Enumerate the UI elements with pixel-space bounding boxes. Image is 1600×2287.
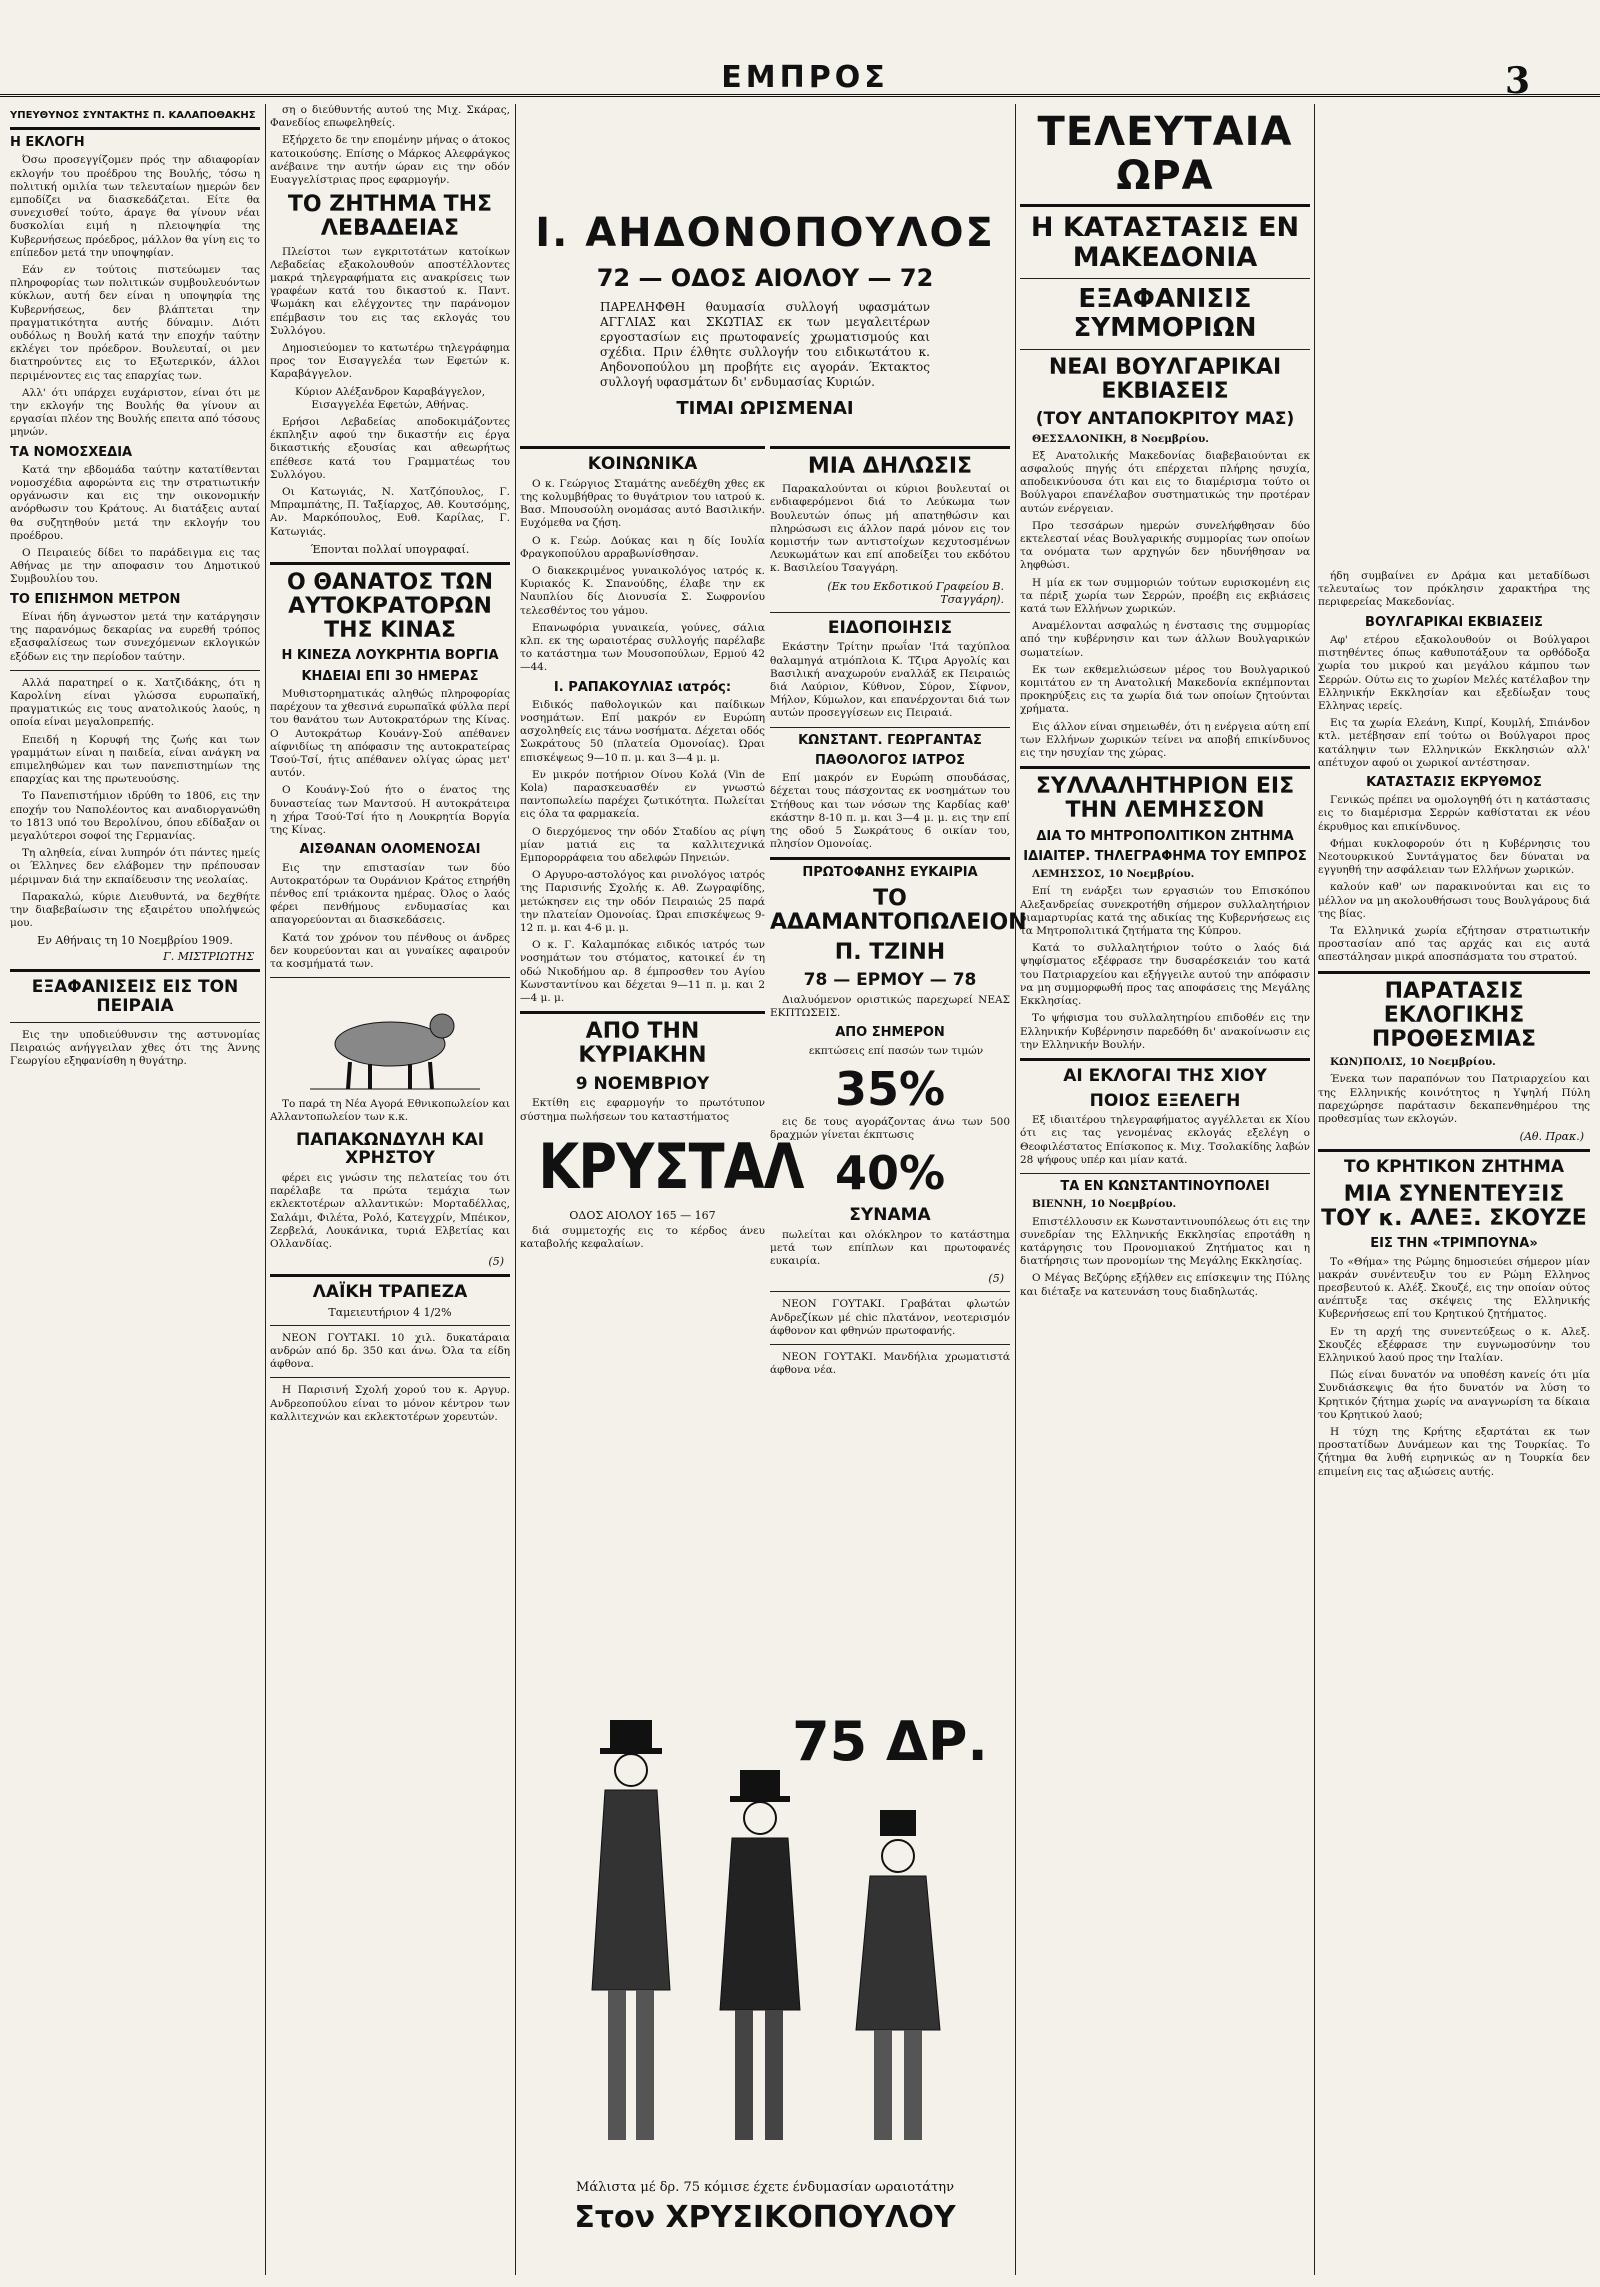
article-paragraph: Παρακαλούνται οι κύριοι βουλευταί οι ενδιαφερόμενοι διά το Λεύκωμα των Βουλευτών όπως μή απατηθώσιν και πληρώσωσι εις άλλον παρά μόνον εις τον κομιστήν των αντιστοίχων κεχυτοσμένων Λευκωμάτων και επί αποδείξει του εκδότου κ. Βασιλείου Τσαγγάρη. <box>770 483 1010 575</box>
article-paragraph: Ο διακεκριμένος γυναικολόγος ιατρός κ. Κυριακός Κ. Σπανούδης, έλαβε την εκ Ναυπλίου δίς Διονυσία Σ. Σωφρονίου τελεσθέντος του γάμου. <box>520 564 765 617</box>
article-heading: Η ΕΚΛΟΓΗ <box>10 135 85 150</box>
ad-heading: ΑΠΟ ΣΗΜΕΡΟΝ <box>835 1025 945 1041</box>
article-paragraph: Ο κ. Γ. Καλαμπόκας ειδικός ιατρός των νοσημάτων του στόματος, κατοικεί έν τη οδώ Νικοδήμου αρ. 8 έμπροσθεν του Αγίου Κωνσταντίνου και δέχεται 9—11 π. μ. και 2—4 μ. μ. <box>520 939 765 1005</box>
article-subheading: (ΤΟΥ ΑΝΤΑΠΟΚΡΙΤΟΥ ΜΑΣ) <box>1035 408 1295 429</box>
note: Έπονται πολλαί υπογραφαί. <box>310 542 470 556</box>
article-paragraph: Οι Κατωγιάς, Ν. Χατζόπουλος, Γ. Μπραμπάτης, Π. Ταξίαρχος, Αθ. Κουτσόμης, Αν. Μαρκόπουλος, Ευθ. Καρίλας, Γ. Κατωγιάς. <box>270 486 510 538</box>
column-4 <box>770 440 1027 1382</box>
dateline: ΒΙΕΝΝΗ, 10 Νοεμβρίου. <box>1032 1198 1177 1211</box>
article-paragraph: Αλλά παρατηρεί ο κ. Χατζιδάκης, ότι η Καρολίνη είναι γλώσσα ευρωπαϊκή, πραγματικώς εις τους ανατολικούς λαούς, η οποία είναι μεγαλοπρεπής. <box>10 676 260 729</box>
article-paragraph: Επανωφόρια γυναικεία, γούνες, σάλια κλπ. εκ της ωραιοτέρας συλλογής παρέλαβε το κατάστημα των Μουσοπούλων, Ερμού 42—44. <box>520 621 765 674</box>
ad-paragraph: πωλείται και ολόκληρον το κατάστημα μετά των επίπλων και πρωτοφανές ευκαιρία. <box>770 1228 1010 1268</box>
rule <box>770 446 1010 449</box>
article-paragraph: Προ τεσσάρων ημερών συνελήφθησαν δύο εκτελεσταί νέας Βουλγαρικής συμμορίας των οποίων τα ονόματα των αρχηγών δεν ηδυνήθησαν να ληφθώσι. <box>1020 519 1310 572</box>
article-paragraph: Γενικώς πρέπει να ομολογηθή ότι η κατάστασις εις το διαμέρισμα Σερρών καθίσταται εκ νέου έκρυθμος και επικίνδυνος. <box>1318 794 1590 833</box>
ad-address: 72 — ΟΔΟΣ ΑΙΟΛΟΥ — 72 <box>596 264 934 292</box>
column-5 <box>1020 104 1310 2275</box>
article-paragraph: Κατά το συλλαλητήριον τούτο ο λαός διά ψηφίσματος εξέφρασε την δυσαρέσκειάν του κατά του Πατριαρχείου και εξήγγειλε αυτού την απόφασιν να μη συμμορφωθή προς τας αποφάσεις της Μεγάλης Εκκλησίας. <box>1020 942 1310 1008</box>
article-paragraph: Εξ ιδιαιτέρου τηλεγραφήματος αγγέλλεται εκ Χίου ότι εις τας γενομένας εκλογάς εξελέγη ο Θεοφιλέστατος Επίσκοπος κ. Μιχ. Τσολακίδης λαβών 28 ψήφους υπέρ και μίαν κατά. <box>1020 1114 1310 1166</box>
rule <box>520 1011 765 1014</box>
article-paragraph: Ο κ. Γεώργιος Σταμάτης ανεδέχθη χθες εκ της κολυμβήθρας το θυγάτριον του ιατρού κ. Βασ. Μπουσούλη ονομάσας αυτό Βασιλικήν. Ευχόμεθα να ζήση. <box>520 477 765 530</box>
article-paragraph: Εξ Ανατολικής Μακεδονίας διαβεβαιούνται εκ ασφαλούς πηγής ότι επέρχεται πλήρης ησυχία, αποδεικνύουσα ότι και εις το διαμέρισμα τούτο οι Βούλγαροι επανέλαβον συστηματικώς την προτέραν αυτών ενέργειαν. <box>1020 449 1310 515</box>
article-paragraph: Τα Ελληνικά χωρία εζήτησαν στρατιωτικήν προστασίαν από τας αρχάς και εις αυτά απεστάλησαν μικρά αποσπάσματα του στρατού. <box>1318 925 1590 964</box>
article-paragraph: Όσω προσεγγίζομεν πρός την αδιαφορίαν εκλογήν του προέδρου της Βουλής, τόσω η πολιτική ομιλία των τελευταίων ημερών δεν εμποδίζει να διασκεδάζεται. Είτε θα συνεχισθεί τούτο, άραγε θα γίνουν νέαι δυσκολίαι ειμή η πλειοψηφία της Κυβερνήσεως πρόεδρος, μάλλον θα γίνη εις το επίπεδον μετά την υποψηφίαν. <box>10 154 260 259</box>
ad-heading: ΛΑΪΚΗ ΤΡΑΠΕΖΑ <box>312 1282 468 1303</box>
ad-title: Ι. ΑΗΔΟΝΟΠΟΥΛΟΣ <box>535 210 995 256</box>
ad-subheading: Ταμειευτήριον 4 1/2% <box>328 1305 452 1319</box>
rule <box>770 1291 1010 1292</box>
rule <box>10 969 260 972</box>
ad-paragraph: Η Παρισινή Σχολή χορού του κ. Αργυρ. Ανδρεοπούλου είναι το μόνον κέντρον των καλλιτεχνών και εκλεκτοτέρων χορευτών. <box>270 1384 510 1423</box>
article-heading: ΕΞΑΦΑΝΙΣΕΙΣ ΕΙΣ ΤΟΝ ΠΕΙΡΑΙΑ <box>31 977 239 1017</box>
article-paragraph: Εξήρχετο δε την επομένην μήνας ο άτοκος κατοικούσης. Επίσης ο Μάρκος Αλεφράγκος ανέβαινε την αυτήν ώραν εις την οδόν Ευαγγελίστριας προς εφαρμογήν. <box>270 134 510 187</box>
article-heading: ΤΟ ΕΠΙΣΗΜΟΝ ΜΕΤΡΟΝ <box>10 591 181 607</box>
article-paragraph <box>1020 1198 1310 1211</box>
dateline: ΚΩΝ)ΠΟΛΙΣ, 10 Νοεμβρίου. <box>1330 1056 1496 1069</box>
note: (Εκ του Εκδοτικού Γραφείου Β. Τσαγγάρη). <box>827 579 1004 606</box>
article-paragraph: Κύριον Αλέξανδρον Καραβάγγελον, Εισαγγελέα Εφετών, Αθήνας. <box>294 385 486 411</box>
rule <box>10 127 260 130</box>
article-paragraph: Επειδή η Κορυφή της ζωής και των γραμμάτων είναι η παιδεία, είναι ανάγκη να επιμεληθώμεν και των πανεπιστημίων της επαρχίας και της πρωτευούσης. <box>10 733 260 786</box>
rule <box>1020 278 1310 279</box>
article-heading: ΤΟ ΖΗΤΗΜΑ ΤΗΣ ΛΕΒΑΔΕΙΑΣ <box>287 192 493 242</box>
rule <box>10 1022 260 1023</box>
article-subheading: ΠΟΙΟΣ ΕΞΕΛΕΓΗ <box>1089 1090 1241 1111</box>
article-paragraph: Αναμέλονται ασφαλώς η ένστασις της συμμορίας από την κυβέρνησιν και των άλλων Βουλγαρικών σωματείων. <box>1020 620 1310 659</box>
article-paragraph: Παρακαλώ, κύριε Διευθυντά, να δεχθήτε την διαβεβαίωσιν της εξαιρέτου υπολήψεώς μου. <box>10 890 260 930</box>
article-paragraph: Εις άλλον είναι σημειωθέν, ότι η ενέργεια αύτη επί των Ελλήνων χωρικών τείνει να αποβή επικίνδυνος εις την ησυχίαν της χώρας. <box>1020 720 1310 760</box>
article-heading: ΜΙΑ ΔΗΛΩΣΙΣ <box>807 454 973 479</box>
article-paragraph <box>1318 1056 1590 1069</box>
ad-heading: 78 — ΕΡΜΟΥ — 78 <box>803 970 977 991</box>
rule <box>770 857 1010 860</box>
column-rule <box>515 104 516 2275</box>
article-heading: ΕΙΔΟΠΟΙΗΣΙΣ <box>827 617 953 638</box>
article-paragraph: Το ψήφισμα του συλλαλητηρίου επιδοθέν εις την Ελληνικήν Κυβέρνησιν παρεδόθη δι' ανακοίνωσιν εις την Ελληνικήν Βουλήν. <box>1020 1012 1310 1051</box>
article-paragraph: Εν τη αρχή της συνεντεύξεως ο κ. Αλεξ. Σκουζές εξέφρασε την ευγνωμοσύνην του Ελληνικού λαού προς την Ιταλίαν. <box>1318 1325 1590 1365</box>
rule <box>1318 971 1590 974</box>
ad-price: ΤΙΜΑΙ ΩΡΙΣΜΕΝΑΙ <box>676 398 854 419</box>
rule <box>770 612 1010 613</box>
rule <box>520 446 765 449</box>
rule <box>270 1377 510 1378</box>
article-paragraph: Εν μικρόν ποτήριον Οίνου Κολά (Vin de Kola) παρασκευασθέν εν γνωστώ παντοπωλείω παρέχει ζωτικότητα. Πωλείται εις όλα τα φαρμακεία. <box>520 768 765 821</box>
ad-paragraph: ΝΕΟΝ ΓΟΥΤΑΚΙ. Γραβάται φλωτών Ανδρεζίκων μέ chic πλατάνον, νεοτερισμόν άφθονον και φθηνών πρωτοφανής. <box>770 1298 1010 1337</box>
ad-heading: ΣΥΝΑΜΑ <box>849 1205 931 1226</box>
signoff-name: Γ. ΜΙΣΤΡΙΩΤΗΣ <box>163 950 254 964</box>
article-heading: ΠΑΡΑΤΑΣΙΣ ΕΚΛΟΓΙΚΗΣ ΠΡΟΘΕΣΜΙΑΣ <box>1371 978 1537 1053</box>
ad-paragraph: ΝΕΟΝ ΓΟΥΤΑΚΙ. Μανδήλια χρωματιστά άφθονα νέα. <box>770 1351 1010 1377</box>
section-heading: ΚΟΙΝΩΝΙΚΑ <box>587 454 698 474</box>
column-1 <box>10 104 260 2275</box>
discount-value: 35% <box>834 1061 946 1116</box>
article-paragraph: Φήμαι κυκλοφορούν ότι η Κυβέρνησις του Νεοτουρκικού Συντάγματος δεν δύναται να εγγυηθή την ασφάλειαν των Ελλήνων χωρικών. <box>1318 837 1590 877</box>
article-subheading: ΒΟΥΛΓΑΡΙΚΑΙ ΕΚΒΙΑΣΕΙΣ <box>1365 614 1543 630</box>
rule <box>270 1274 510 1277</box>
ad-heading: 9 ΝΟΕΜΒΡΙΟΥ <box>575 1073 710 1094</box>
article-paragraph: Το «Θήμα» της Ρώμης δημοσιεύει σήμερον μίαν μακράν συνέντευξιν του εν Ρώμη Ελληνος πρεσβευτού κ. Αλέξ. Σκουζέ, εις την οποίαν ούτος ανέπτυξε τας σκέψεις της Ελληνικής Κυβερνήσεως επί του Κρητικού ζητήματος. <box>1318 1255 1590 1321</box>
newspaper-title: ΕΜΠΡΟΣ <box>721 60 889 95</box>
article-paragraph: Το Πανεπιστήμιον ιδρύθη το 1806, εις την εποχήν του Ναπολέοντος και αναδιοργανώθη το 1813 υπό του Βερολίνου, όπου εδίδαξαν οι μεγαλύτεροι σοφοί της Γερμανίας. <box>10 790 260 843</box>
article-paragraph: Κατά τον χρόνον του πένθους οι άνδρες δεν κουρεύονται και αι γυναίκες αφαιρούν τα κοσμήματά των. <box>270 931 510 970</box>
byline: ΥΠΕΥΘΥΝΟΣ ΣΥΝΤΑΚΤΗΣ Π. ΚΑΛΑΠΟΘΑΚΗΣ <box>10 110 256 121</box>
goat-illustration <box>270 984 510 1094</box>
article-paragraph: Ερήσοι Λεβαδείας αποδοκιμάζοντες έκπληξιν αφού την δικαστήν εις έργα δικαστικής εξουσίας και αθεωρήτως επέθεσε κατά του Γραμματέως του Συλλόγου. <box>270 416 510 481</box>
article-paragraph: Αφ' ετέρου εξακολουθούν οι Βούλγαροι πιστηθέντες όπως καθυποτάξουν τα ορθόδοξα χωρία του μικρού και μεγάλου κάμπου των Σερρών. Ούτω εις το χωρίον Μελές κατέλαβον την Ελληνικήν Εκκλησίαν και εξεδίωξαν τους Ελληνας ιερείς. <box>1318 633 1590 712</box>
rule <box>270 1325 510 1326</box>
section-heading: ΤΕΛΕΥΤΑΙΑ ΩΡΑ <box>1037 109 1293 199</box>
ad-heading: ΑΠΟ ΤΗΝ ΚΥΡΙΑΚΗΝ <box>578 1019 707 1069</box>
article-paragraph: Εις τα χωρία Ελεάνη, Κιπρί, Κουμλή, Σπιάνδον κτλ. μετέβησαν επί τούτω οι Βούλγαροι προς κατάληψιν των Ελληνικών Εκκλησιών αλλ' απέτυχον αφού οι χωρικοί αντέστησαν. <box>1318 717 1590 769</box>
column-rule <box>1314 104 1315 2275</box>
article-heading: ΑΙ ΕΚΛΟΓΑΙ ΤΗΣ ΧΙΟΥ <box>1063 1065 1267 1086</box>
article-heading: ΝΕΑΙ ΒΟΥΛΓΑΡΙΚΑΙ ΕΚΒΙΑΣΕΙΣ <box>1048 354 1282 404</box>
ad-paragraph: Εκτίθη εις εφαρμογήν το πρωτότυπον σύστημα πωλήσεων του καταστήματος <box>520 1097 765 1123</box>
source-note: (Αθ. Πρακ.) <box>1519 1130 1584 1144</box>
ad-heading: Π. ΤΖΙΝΗ <box>834 940 946 965</box>
ad-heading: ΠΡΩΤΟΦΑΝΗΣ ΕΥΚΑΙΡΙΑ <box>802 865 978 881</box>
ad-paragraph: διά συμμετοχής εις το κέρδος άνευ καταβολής κεφαλαίων. <box>520 1224 765 1250</box>
column-6 <box>1318 570 1590 2275</box>
article-paragraph: Εκάστην Τρίτην πρωΐαν 'Ιτά ταχύπλοα θαλαμηγά ατμόπλοια Κ. Τζιρα Αργολίς και Βασιλική αναχωρούν εναλλάξ εκ Πειραιώς διά Λαύριον, Κύθνον, Σύρον, Σίφνον, Μήλον, Κύμωλον, και επανέρχονται διά των αυτών προσεγγίσεων εις Πειραιά. <box>770 641 1010 720</box>
ad-paragraph: εις δε τους αγοράζοντας άνω των 500 δραχμών γίνεται έκπτωσις <box>770 1115 1010 1141</box>
ad-number: (5) <box>988 1272 1004 1286</box>
article-paragraph: Εις την υποδιεύθυνσιν της αστυνομίας Πειραιώς ανήγγειλαν χθες ότι της Άννης Γεωργίου εξηφανίσθη η θυγάτηρ. <box>10 1028 260 1068</box>
column-2 <box>270 104 510 2275</box>
article-paragraph: Πώς είναι δυνατόν να υποθέση κανείς ότι μία Συνδιάσκεψις θα ήτο δυνατόν να λύση το Κρητικόν ζήτημα χωρίς να αναγνωρίση τα δίκαια του Κρητικού λαού; <box>1318 1369 1590 1421</box>
dateline: ΘΕΣΣΑΛΟΝΙΚΗ, 8 Νοεμβρίου. <box>1032 432 1209 445</box>
article-heading: ΤΟ ΚΡΗΤΙΚΟΝ ΖΗΤΗΜΑ <box>1344 1157 1564 1178</box>
brand-name: ΚΡΥΣΤΑΛ <box>538 1129 804 1203</box>
article-paragraph <box>1020 433 1310 446</box>
article-paragraph: Επί τη ενάρξει των εργασιών του Επισκόπου Αλεξανδρείας συνεκροτήθη σήμερον συλλαλητήριον διαμαρτυρίας κατά της αδικίας της Κυβερνήσεως εις τα Μητροπολιτικά ζητήματα της Κύπρου. <box>1020 885 1310 938</box>
article-paragraph: ση ο διεύθυντής αυτού της Μιχ. Σκάρας, Φανεδίος επωφεληθείς. <box>270 104 510 130</box>
article-paragraph: Μυθιστορηματικάς αληθώς πληροφορίας παρέχουν τα χθεσινά ευρωπαϊκά φύλλα περί του θανάτου των Αυτοκρατόρων της Κίνας. Ο Αυτοκράτωρ Κουάνγ-Σού απέθανεν αίφνιδίως τη απόφασιν της αυτοκρατείρας Τσού-Τσί, ήτις απέθανεν ολίγας ώρας μετ' αυτόν. <box>270 688 510 780</box>
ad-text: ΠΑΡΕΛΗΦΘΗ θαυμασία συλλογή υφασμάτων ΑΓΓΛΙΑΣ και ΣΚΩΤΙΑΣ εκ των μεγαλειτέρων εργοστασίων εις πρωτοφανείς χρωματισμούς και σχέδια. Πριν έλθητε συλλογήν του ειδικωτάτου κ. Αηδονοπούλου μη προβήτε εις αγοράν. Έκτακτος συλλογή υφασμάτων δι' ενδυμασίας Κυριών. <box>600 300 930 389</box>
fashion-illustration <box>590 1690 1010 2170</box>
page-number: 3 <box>1505 60 1531 102</box>
article-heading: ΣΥΛΛΑΛΗΤΗΡΙΟΝ ΕΙΣ ΤΗΝ ΛΕΜΗΣΣΟΝ <box>1035 774 1295 824</box>
article-subheading: ΚΗΔΕΙΑΙ ΕΠΙ 30 ΗΜΕΡΑΣ <box>301 668 479 684</box>
article-paragraph: Ένεκα των παραπόνων του Πατριαρχείου και της Ελληνικής κοινότητος η Υψηλή Πύλη παρεχώρησε παράτασιν δεκαπενθημέρου της προθεσμίας των εκλογών. <box>1318 1073 1590 1126</box>
article-paragraph: ήδη συμβαίνει εν Δράμα και μεταδίδωσι τελευταίως τον πρόκλησιν χαρακτήρα της περιφερείας Μακεδονίας. <box>1318 570 1590 609</box>
article-paragraph: Ειδικός παθολογικών και παίδικων νοσημάτων. Επί μακρόν εν Ευρώπη ασχοληθείς εις τάνω νοσήματα. Δέχεται οδός Σωκράτους 50 (πλατεία Ομονοίας). Ώραι επισκέψεως 9—10 π. μ. και 3—4 μ. μ. <box>520 698 765 764</box>
rule <box>270 562 510 565</box>
article-heading: Ι. ΡΑΠΑΚΟΥΛΙΑΣ ιατρός: <box>553 679 732 695</box>
ad-heading: ΤΟ ΑΔΑΜΑΝΤΟΠΩΛΕΙΟΝ <box>770 885 1027 935</box>
article-paragraph: Δημοσιεύομεν το κατωτέρω τηλεγράφημα προς τον Εισαγγελέα των Εφετών κ. Καραβάγγελον. <box>270 342 510 381</box>
article-paragraph: Ο Αργυρο-αστολόγος και ρινολόγος ιατρός της Παρισινής Σχολής κ. Αθ. Ζωγραφίδης, μετώκησεν εις την οδόν Πειραιώς 25 παρά την πλατείαν Ομονοίας. Ώραι επισκέψεως 9-12 π. μ. και 4-6 μ. μ. <box>520 869 765 935</box>
article-paragraph: Εκ των εκθεμελιώσεων μέρος του Βουλγαρικού κομιτάτου εν τη Ανατολική Μακεδονία εκπέμπονται προκηρύξεις εις τα χωρία διά των οποίων ζητούνται χρήματα. <box>1020 663 1310 716</box>
article-heading: ΕΞΑΦΑΝΙΣΙΣ ΣΥΜΜΟΡΙΩΝ <box>1073 284 1257 343</box>
ad-heading: ΠΑΘΟΛΟΓΟΣ ΙΑΤΡΟΣ <box>814 752 966 768</box>
illustration-price: 75 ΔΡ. <box>792 1710 988 1773</box>
article-paragraph: Αλλ' ότι υπάρχει ευχάριστον, είναι ότι με την εκλογήν της Βουλής θα γίνουν αι εργασίαι πλέον της Βουλής επειτα από τόσους μηνών. <box>10 386 260 439</box>
article-paragraph: Η τύχη της Κρήτης εξαρτάται εκ των προστατίδων Δυνάμεων και της Τουρκίας. Το ζήτημα θα λυθή ειρηνικώς αν η Τουρκία δεν επιμείνη εις τας αξιώσεις αυτής. <box>1318 1426 1590 1478</box>
ad-paragraph: εκπτώσεις επί πασών των τιμών <box>808 1044 984 1057</box>
article-paragraph: Κατά την εβδομάδα ταύτην κατατίθενται νομοσχέδια αφορώντα εις την στρατιωτικήν οργάνωσιν και εις την οικονομικήν ανόρθωσιν του Κράτους. Αι διατάξεις αυταί θα συζητηθούν μετά την εκλογήν του προέδρου. <box>10 463 260 542</box>
article-paragraph: Ο Κουάνγ-Σού ήτο ο ένατος της δυναστείας των Μαντσού. Η αυτοκράτειρα η χήρα Τσού-Τσί ήτο η Λουκρητία Βοργία της Κίνας. <box>270 784 510 837</box>
article-paragraph: Ο διερχόμενος την οδόν Σταδίου ας ρίψη μίαν ματιά εις τα καλλιτεχνικά Εμπορορράφεια του αδελφών Πηνειών. <box>520 825 765 865</box>
ad-paragraph: Το παρά τη Νέα Αγορά Εθνικοπωλείον και Αλλαντοπωλείον των κ.κ. <box>270 1098 510 1124</box>
article-heading: Ο ΘΑΝΑΤΟΣ ΤΩΝ ΑΥΤΟΚΡΑΤΟΡΩΝ ΤΗΣ ΚΙΝΑΣ <box>286 569 494 644</box>
article-paragraph: καλούν καθ' ων παρακινούνται και εις το μέλλον να μη ακολουθήσωσι τους Βουλγάρους διά της βίας. <box>1318 881 1590 920</box>
masthead <box>0 60 1600 100</box>
ad-paragraph: Επί μακρόν εν Ευρώπη σπουδάσας, δέχεται τους πάσχοντας εκ νοσημάτων του Στήθους και των νόσων της Καρδίας καθ' εκάστην 8-10 π. μ. και 3—4 μ. μ. εις την επί της οδού 5 Σωκράτους 6 οικίαν του, πλησίον Ομονοίας. <box>770 772 1010 851</box>
article-paragraph: Εάν εν τούτοις πιστεύωμεν τας πληροφορίας των πολιτικών συμβουλευόντων κύκλων, αυτή δεν είναι η υποψηφία της Κυβερνήσεως, δεν βλάπτεται την πραγματικότητα αυτής δύναμιν. Διότι ουδόλως η Βουλή κατά την εποχήν ταύτην εκλέγει τον πρόεδρον. Βουλευταί, οι μεν διατηρούντες εις το Εξωτερικόν, άλλοι περιμένοντες εις τας επαρχίας των. <box>10 263 260 382</box>
article-paragraph: Τη αληθεία, είναι λυπηρόν ότι πάντες ημείς οι Έλληνες δεν ελάβομεν την πρέπουσαν μέριμναν διά την εκπαίδευσιν της νεολαίας. <box>10 847 260 886</box>
ad-paragraph: Διαλυόμενον οριστικώς παρεχωρεί ΝΕΑΣ ΕΚΠΤΩΣΕΙΣ. <box>770 993 1010 1020</box>
ad-number: (5) <box>488 1255 504 1269</box>
article-subheading: ΕΙΣ ΤΗΝ «ΤΡΙΜΠΟΥΝΑ» <box>1370 1236 1538 1252</box>
article-paragraph <box>1020 868 1310 881</box>
article-subheading: ΚΑΤΑΣΤΑΣΙΣ ΕΚΡΥΘΜΟΣ <box>1366 774 1542 790</box>
dateline: ΛΕΜΗΣΣΟΣ, 10 Νοεμβρίου. <box>1032 868 1195 881</box>
article-subheading: Η ΚΙΝΕΖΑ ΛΟΥΚΡΗΤΙΑ ΒΟΡΓΙΑ <box>281 648 499 664</box>
discount-value: 40% <box>834 1146 946 1201</box>
article-paragraph: Εις την επιστασίαν των δύο Αυτοκρατόρων τα Ουράνιον Κράτος ετηρήθη πένθος επί τριάκοντα ημέρας. Όλος ο λαός φέρει πενθήμους ενδυμασίας και απαγορεύονται αι διασκεδάσεις. <box>270 861 510 927</box>
brand-address: ΟΔΟΣ ΑΙΟΛΟΥ 165 — 167 <box>569 1208 716 1222</box>
article-heading: Η ΚΑΤΑΣΤΑΣΙΣ ΕΝ ΜΑΚΕΔΟΝΙΑ <box>1030 212 1300 273</box>
rule <box>1020 349 1310 350</box>
article-heading: ΤΑ ΝΟΜΟΣΧΕΔΙΑ <box>10 444 133 460</box>
rule <box>1020 1058 1310 1061</box>
rule <box>1020 204 1310 207</box>
illustration-caption: Μάλιστα μέ δρ. 75 κόμισε έχετε ένδυμασίαν ωραιοτάτην <box>576 2180 954 2195</box>
ad-paragraph: ΝΕΟΝ ΓΟΥΤΑΚΙ. 10 χιλ. δυκατάραια ανδρών από δρ. 350 και άνω. Όλα τα είδη άφθονα. <box>270 1331 510 1371</box>
article-paragraph: Ο Πειραιεύς δίδει το παράδειγμα εις τας Αθήνας με την αποφασιν του Δημοτικού Συμβουλίου του. <box>10 547 260 586</box>
rule <box>270 977 510 978</box>
article-paragraph: Πλείστοι των εγκριτοτάτων κατοίκων Λεβαδείας εξακολουθούν αποστέλλοντες μακρά τηλεγραφήματα εις ανακρίσεις των γραφέων κατά του δικαστού κ. Παντ. Ψωμάκη και ελέγχοντες την παράνομον επέμβασιν του εις τας εκλογάς του Συλλόγου. <box>270 245 510 337</box>
ad-heading: ΠΑΠΑΚΩΝΔΥΛΗ ΚΑΙ ΧΡΗΣΤΟΥ <box>295 1129 485 1169</box>
article-heading: ΜΙΑ ΣΥΝΕΝΤΕΥΞΙΣ ΤΟΥ κ. ΑΛΕΞ. ΣΚΟΥΖΕ <box>1321 1181 1587 1232</box>
column-3 <box>520 440 804 1255</box>
column-rule <box>265 104 266 2275</box>
illustration-shop: Στον ΧΡΥΣΙΚΟΠΟΥΛΟΥ <box>574 2200 956 2235</box>
rule <box>1318 1149 1590 1152</box>
article-paragraph: Ο Μέγας Βεζύρης εξήλθεν εις επίσκεψιν της Πύλης και διέταξε να κατευνάση τους διαδηλωτάς. <box>1020 1272 1310 1298</box>
rule <box>770 1344 1010 1345</box>
ad-heading: ΚΩΝΣΤΑΝΤ. ΓΕΩΡΓΑΝΤΑΣ <box>798 732 982 748</box>
article-paragraph: Είναι ήδη άγνωστον μετά την κατάργησιν της παρανόμως δεκαρίας να ευρεθή τρόπος εξασφαλίσεως των συνεχόμενων εκλογικών εξόδων εις την περίοδον ταύτην. <box>10 610 260 663</box>
rule <box>1020 1173 1310 1174</box>
article-subheading: ΔΙΑ ΤΟ ΜΗΤΡΟΠΟΛΙΤΙΚΟΝ ΖΗΤΗΜΑ <box>1036 828 1294 844</box>
aidonopoulos-ad <box>520 180 1010 435</box>
article-subheading: ΙΔΙΑΙΤΕΡ. ΤΗΛΕΓΡΑΦΗΜΑ ΤΟΥ ΕΜΠΡΟΣ <box>1023 848 1307 864</box>
signoff-place: Εν Αθήναις τη 10 Νοεμβρίου 1909. <box>37 934 233 948</box>
article-paragraph: Ο κ. Γεώρ. Δούκας και η δίς Ιουλία Φραγκοπούλου αρραβωνίσθησαν. <box>520 534 765 560</box>
column-rule <box>1015 104 1016 2275</box>
article-heading: ΤΑ ΕΝ ΚΩΝΣΤΑΝΤΙΝΟΥΠΟΛΕΙ <box>1060 1179 1270 1195</box>
ad-paragraph: φέρει εις γνώσιν της πελατείας του ότι παρέλαβε τα πρώτα τεμάχια των εκλεκτοτέρων αλλαντικών: Μορταδέλλας, Σαλάμι, Φιλέτα, Ρολό, Κατεγχρίν, Μπέικον, Ζερβελά, Λουκάνικα, τυριά Ελβετίας και Ολλανδίας. <box>270 1171 510 1250</box>
article-subheading: ΑΙΣΘΑΝΑΝ ΟΛΟΜΕΝΟΣΑΙ <box>299 842 481 858</box>
rule <box>770 727 1010 728</box>
rule <box>10 670 260 671</box>
article-paragraph: Η μία εκ των συμμοριών τούτων ευρισκομένη εις τα πέριξ χωρία των Σερρών, προέβη εις εκβιάσεις κατά των Ελλήνων χωρικών. <box>1020 576 1310 616</box>
rule <box>1020 766 1310 769</box>
article-paragraph: Επιστέλλουσιν εκ Κωνσταντινουπόλεως ότι εις την συνεδρίαν της Ελληνικής Εκκλησίας επροτάθη η κατάργησις του Προνομιακού Ζητήματος και η διατήρησις των προνομίων της Μεγάλης Εκκλησίας. <box>1020 1215 1310 1268</box>
